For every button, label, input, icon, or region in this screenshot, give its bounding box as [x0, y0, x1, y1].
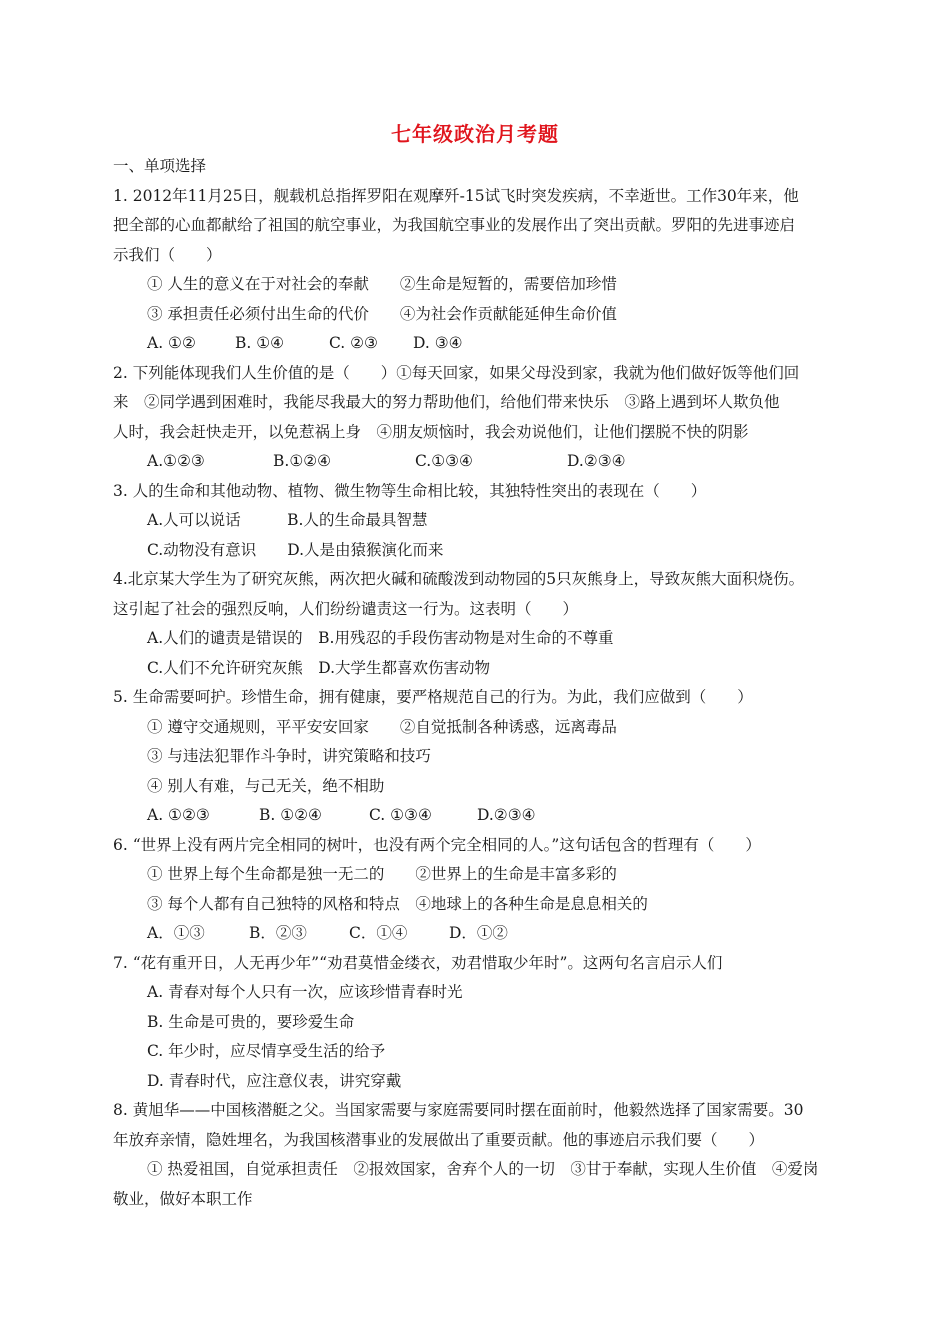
- statement-line: 敬业，做好本职工作: [113, 1189, 253, 1208]
- option-line[interactable]: C. 年少时，应尽情享受生活的给予: [147, 1042, 386, 1060]
- statement-line: ① 热爱祖国，自觉承担责任 ②报效国家，舍弃个人的一切 ③甘于奉献，实现人生价值 ④爱岗: [147, 1160, 819, 1178]
- answer-options: [113, 919, 843, 949]
- question-stem-line: 这引起了社会的强烈反响，人们纷纷谴责这一行为。这表明（ ）: [113, 599, 579, 618]
- option-line[interactable]: B. 生命是可贵的，要珍爱生命: [147, 1012, 355, 1031]
- statement-line: ④ 别人有难，与己无关，绝不相助: [147, 776, 385, 795]
- option-c[interactable]: C. ②③: [329, 334, 378, 352]
- question-2: [113, 359, 843, 477]
- statement-line: ③ 与违法犯罪作斗争时，讲究策略和技巧: [147, 747, 431, 765]
- question-stem-line: 来 ②同学遇到困难时，我能尽我最大的努力帮助他们，给他们带来快乐 ③路上遇到坏人欺负他: [113, 393, 780, 411]
- option-a[interactable]: A．①③: [147, 924, 205, 942]
- statement-line: ① 世界上每个生命都是独一无二的 ②世界上的生命是丰富多彩的: [147, 865, 617, 883]
- option-d[interactable]: D.②③④: [477, 806, 536, 824]
- question-list: [113, 152, 843, 1214]
- question-stem-line: 年放弃亲情，隐姓埋名，为我国核潜事业的发展做出了重要贡献。他的事迹启示我们要（ ）: [113, 1130, 765, 1149]
- question-7: [113, 949, 843, 1097]
- option-b[interactable]: B.①②④: [273, 452, 332, 470]
- option-line[interactable]: A. 青春对每个人只有一次，应该珍惜青春时光: [147, 983, 463, 1001]
- option-line[interactable]: A.人们的谴责是错误的 B.用残忍的手段伤害动物是对生命的不尊重: [147, 629, 614, 647]
- question-stem-line: 5. 生命需要呵护。珍惜生命，拥有健康，要严格规范自己的行为。为此，我们应做到（ ）: [113, 688, 753, 706]
- question-6: [113, 831, 843, 949]
- option-a[interactable]: A. ①②: [147, 334, 196, 352]
- answer-options: [113, 447, 843, 477]
- option-b[interactable]: B．②③: [249, 924, 307, 942]
- statement-line: ① 遵守交通规则，平平安安回家 ②自觉抵制各种诱惑，远离毒品: [147, 717, 617, 736]
- question-stem-line: 人时，我会赶快走开，以免惹祸上身 ④朋友烦恼时，我会劝说他们，让他们摆脱不快的阴影: [113, 422, 749, 441]
- option-line[interactable]: D. 青春时代，应注意仪表，讲究穿戴: [147, 1071, 402, 1090]
- question-3: [113, 477, 843, 566]
- statement-line: ③ 每个人都有自己独特的风格和特点 ④地球上的各种生命是息息相关的: [147, 894, 648, 913]
- section-heading: 一、单项选择: [113, 157, 207, 175]
- question-stem-line: 2. 下列能体现我们人生价值的是（ ）①每天回家，如果父母没到家，我就为他们做好饭等他们回: [113, 363, 800, 382]
- option-b[interactable]: B. ①②④: [259, 806, 322, 824]
- question-stem-line: 7. “花有重开日，人无再少年”“劝君莫惜金缕衣，劝君惜取少年时”。这两句名言启示人们: [113, 953, 723, 972]
- statement-line: ① 人生的意义在于对社会的奉献 ②生命是短暂的，需要倍加珍惜: [147, 275, 617, 293]
- option-c[interactable]: C. ①③④: [369, 806, 432, 824]
- option-line[interactable]: A.人可以说话 B.人的生命最具智慧: [147, 511, 428, 529]
- option-line[interactable]: C.人们不允许研究灰熊 D.大学生都喜欢伤害动物: [147, 658, 491, 677]
- option-a[interactable]: A.①②③: [147, 452, 205, 470]
- question-4: [113, 565, 843, 683]
- answer-options: [113, 329, 843, 359]
- question-1: [113, 182, 843, 359]
- option-b[interactable]: B. ①④: [235, 334, 285, 352]
- option-d[interactable]: D．①②: [449, 924, 508, 942]
- option-a[interactable]: A. ①②③: [147, 806, 210, 824]
- question-stem-line: 示我们（ ）: [113, 245, 222, 264]
- question-stem-line: 1. 2012年11月25日，舰载机总指挥罗阳在观摩歼-15试飞时突发疾病，不幸逝世。工作30年来，他: [113, 186, 799, 205]
- option-c[interactable]: C.①③④: [415, 452, 473, 470]
- page-title: 七年级政治月考题: [391, 122, 559, 146]
- question-stem-line: 6. “世界上没有两片完全相同的树叶，也没有两个完全相同的人。”这句话包含的哲理有（ ）: [113, 835, 761, 854]
- question-5: [113, 683, 843, 831]
- option-line[interactable]: C.动物没有意识 D.人是由猿猴演化而来: [147, 540, 444, 559]
- answer-options: [113, 801, 843, 831]
- question-8: [113, 1096, 843, 1214]
- question-stem-line: 把全部的心血都献给了祖国的航空事业，为我国航空事业的发展作出了突出贡献。罗阳的先进事迹启: [113, 216, 796, 234]
- option-c[interactable]: C．①④: [349, 924, 408, 942]
- option-d[interactable]: D.②③④: [567, 452, 626, 470]
- question-stem-line: 8. 黄旭华——中国核潜艇之父。当国家需要与家庭需要同时摆在面前时，他毅然选择了国家需要。30: [113, 1101, 804, 1119]
- question-stem-line: 4.北京某大学生为了研究灰熊，两次把火碱和硫酸泼到动物园的5只灰熊身上，导致灰熊大面积烧伤。: [113, 570, 805, 588]
- option-d[interactable]: D. ③④: [413, 334, 463, 352]
- statement-line: ③ 承担责任必须付出生命的代价 ④为社会作贡献能延伸生命价值: [147, 304, 617, 323]
- question-stem-line: 3. 人的生命和其他动物、植物、微生物等生命相比较，其独特性突出的表现在（ ）: [113, 481, 707, 500]
